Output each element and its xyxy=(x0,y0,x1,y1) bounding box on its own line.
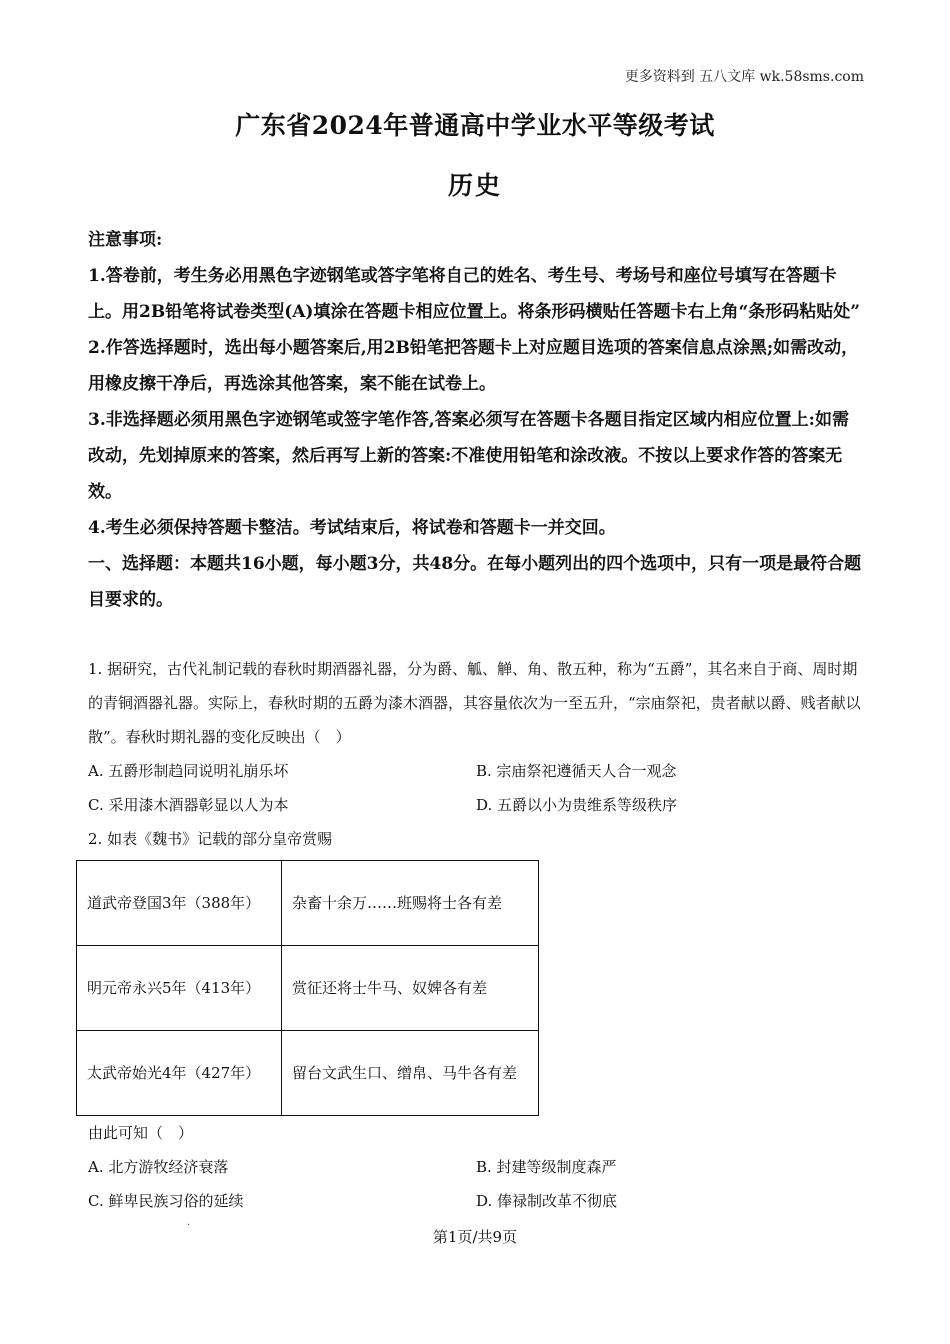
question-2-option-c[interactable]: C. 鲜卑民族习俗的延续 xyxy=(88,1192,244,1210)
question-2-option-d[interactable]: D. 俸禄制改革不彻底 xyxy=(476,1192,618,1210)
question-1-options xyxy=(88,754,863,822)
question-2-options xyxy=(88,1150,863,1218)
question-1-stem: 1. 据研究，古代礼制记载的春秋时期酒器礼器，分为爵、觚、觯、角、散五种，称为“五爵”，其名来自于商、周时期的青铜酒器礼器。实际上，春秋时期的五爵为漆木酒器，其容量依次为一至五升，“宗庙祭祀，贵者献以爵、贱者献以散”。春秋时期礼器的变化反映出（ ） xyxy=(88,660,861,746)
instruction-item: 1.答卷前，考生务必用黑色字迹钢笔或答字笔将自己的姓名、考生号、考场号和座位号填写在答题卡上。用2B铅笔将试卷类型(A)填涂在答题卡相应位置上。将条形码横贴任答题卡右上角“条形码粘贴处” xyxy=(88,266,861,322)
question-1-option-a[interactable]: A. 五爵形制趋同说明礼崩乐坏 xyxy=(88,762,289,780)
question-2-option-b[interactable]: B. 封建等级制度森严 xyxy=(476,1158,617,1176)
instructions-heading: 注意事项: xyxy=(88,230,163,250)
table-cell-time: 明元帝永兴5年（413年） xyxy=(77,946,282,1031)
table-cell-time: 道武帝登国3年（388年） xyxy=(77,861,282,946)
table-cell-content: 留台文武生口、缯帛、马牛各有差 xyxy=(282,1031,539,1116)
question-1 xyxy=(88,652,863,822)
instruction-item: 2.作答选择题时，选出每小题答案后,用2B铅笔把答题卡上对应题目选项的答案信息点涂黑;如需改动，用橡皮擦干净后，再选涂其他答案，案不能在试卷上。 xyxy=(88,338,859,394)
table-row xyxy=(77,946,539,1031)
exam-subject: 历史 xyxy=(447,171,502,200)
header-source-link[interactable]: 更多资料到 五八文库 wk.58sms.com xyxy=(624,69,864,85)
question-1-option-c[interactable]: C. 采用漆木酒器彰显以人为本 xyxy=(88,796,289,814)
question-2-stem: 2. 如表《魏书》记载的部分皇帝赏赐 xyxy=(88,830,333,848)
exam-title: 广东省2024年普通高中学业水平等级考试 xyxy=(235,111,715,140)
rewards-table xyxy=(76,860,539,1116)
table-row xyxy=(77,1031,539,1116)
table-cell-content: 杂畜十余万……班赐将士各有差 xyxy=(282,861,539,946)
question-2-option-a[interactable]: A. 北方游牧经济衰落 xyxy=(88,1158,229,1176)
table-cell-content: 赏征还将士牛马、奴婢各有差 xyxy=(282,946,539,1031)
instruction-item: 4.考生必须保持答题卡整洁。考试结束后，将试卷和答题卡一并交回。 xyxy=(88,518,616,538)
table-row xyxy=(77,861,539,946)
table-cell-time: 太武帝始光4年（427年） xyxy=(77,1031,282,1116)
questions-area xyxy=(88,652,863,1218)
section-heading: 一、选择题：本题共16小题，每小题3分，共48分。在每小题列出的四个选项中，只有一项是最符合题目要求的。 xyxy=(88,554,862,610)
exam-instructions xyxy=(88,222,863,618)
question-1-option-b[interactable]: B. 宗庙祭祀遵循天人合一观念 xyxy=(476,762,677,780)
question-2-conclusion: 由此可知（ ） xyxy=(88,1124,194,1142)
question-2 xyxy=(88,822,863,1218)
question-1-option-d[interactable]: D. 五爵以小为贵维系等级秩序 xyxy=(476,796,678,814)
instruction-item: 3.非选择题必须用黑色字迹钢笔或签字笔作答,答案必须写在答题卡各题目指定区域内相应位置上:如需改动，先划掉原来的答案，然后再写上新的答案:不准使用铅笔和涂改液。不按以上要求作答的答案无效。 xyxy=(88,410,849,502)
page-number: 第1页/共9页 xyxy=(432,1228,518,1246)
decorative-dot: · xyxy=(187,1220,191,1231)
